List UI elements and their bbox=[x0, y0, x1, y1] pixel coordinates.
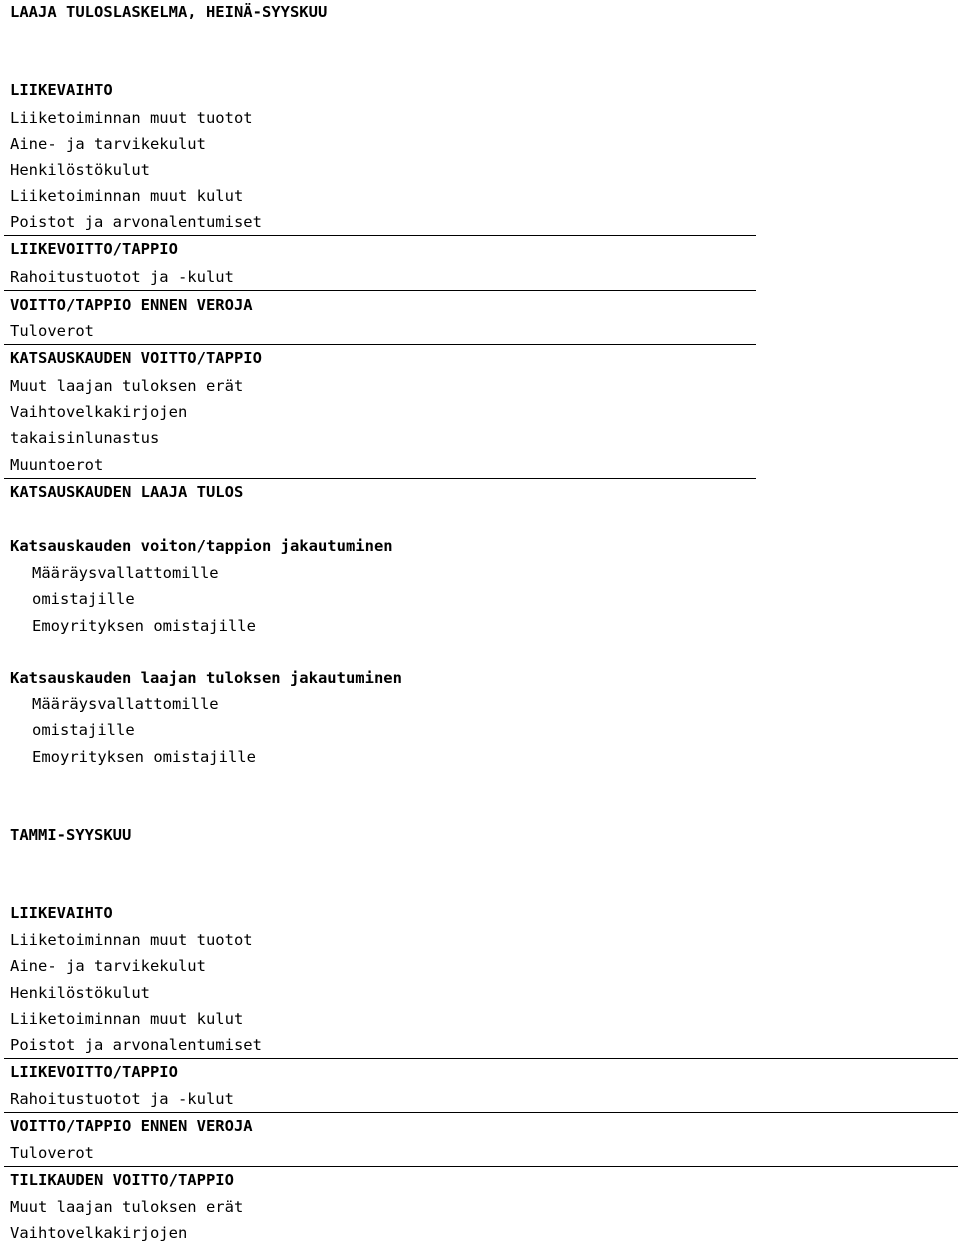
row-label: Liiketoiminnan muut tuotot bbox=[10, 931, 253, 949]
row-label: Muuntoerot bbox=[10, 456, 104, 474]
row-label: omistajille bbox=[32, 721, 135, 739]
row-label: Poistot ja arvonalentumiset bbox=[10, 213, 262, 231]
divider bbox=[4, 344, 756, 345]
row-label: Emoyrityksen omistajille bbox=[32, 617, 256, 635]
divider bbox=[4, 235, 756, 236]
row-label: VOITTO/TAPPIO ENNEN VEROJA bbox=[10, 296, 253, 314]
row-label: KATSAUSKAUDEN LAAJA TULOS bbox=[10, 483, 244, 501]
row-label: Liiketoiminnan muut tuotot bbox=[10, 109, 253, 127]
row-label: omistajille bbox=[32, 590, 135, 608]
row-label: LIIKEVAIHTO bbox=[10, 81, 113, 99]
row-label: VOITTO/TAPPIO ENNEN VEROJA bbox=[10, 1117, 253, 1135]
section2-title: TAMMI-SYYSKUU bbox=[10, 826, 132, 844]
row-label: Tuloverot bbox=[10, 1144, 94, 1162]
divider bbox=[4, 1166, 958, 1167]
row-label: Määräysvallattomille bbox=[32, 695, 219, 713]
divider bbox=[4, 1058, 958, 1059]
row-label: Emoyrityksen omistajille bbox=[32, 748, 256, 766]
distribution-comprehensive-heading: Katsauskauden laajan tuloksen jakautuminen bbox=[10, 669, 402, 687]
divider bbox=[4, 1112, 958, 1113]
row-label: Vaihtovelkakirjojen bbox=[10, 1224, 188, 1242]
divider bbox=[4, 478, 756, 479]
row-label: Henkilöstökulut bbox=[10, 161, 150, 179]
row-label: Rahoitustuotot ja -kulut bbox=[10, 1090, 234, 1108]
row-label: Henkilöstökulut bbox=[10, 984, 150, 1002]
row-label: KATSAUSKAUDEN VOITTO/TAPPIO bbox=[10, 349, 262, 367]
divider bbox=[4, 290, 756, 291]
row-label: takaisinlunastus bbox=[10, 429, 160, 447]
row-label: Poistot ja arvonalentumiset bbox=[10, 1036, 262, 1054]
row-label: LIIKEVAIHTO bbox=[10, 904, 113, 922]
row-label: Muut laajan tuloksen erät bbox=[10, 1198, 244, 1216]
row-label: LIIKEVOITTO/TAPPIO bbox=[10, 1063, 178, 1081]
distribution-profit-heading: Katsauskauden voiton/tappion jakautuminen bbox=[10, 537, 393, 555]
row-label: Liiketoiminnan muut kulut bbox=[10, 187, 244, 205]
row-label: LIIKEVOITTO/TAPPIO bbox=[10, 240, 178, 258]
row-label: Liiketoiminnan muut kulut bbox=[10, 1010, 244, 1028]
row-label: TILIKAUDEN VOITTO/TAPPIO bbox=[10, 1171, 234, 1189]
row-label: Tuloverot bbox=[10, 322, 94, 340]
row-label: Vaihtovelkakirjojen bbox=[10, 403, 188, 421]
row-label: Muut laajan tuloksen erät bbox=[10, 377, 244, 395]
row-label: Aine- ja tarvikekulut bbox=[10, 957, 206, 975]
row-label: Rahoitustuotot ja -kulut bbox=[10, 268, 234, 286]
row-label: Aine- ja tarvikekulut bbox=[10, 135, 206, 153]
row-label: Määräysvallattomille bbox=[32, 564, 219, 582]
section1-title: LAAJA TULOSLASKELMA, HEINÄ-SYYSKUU bbox=[10, 3, 328, 21]
